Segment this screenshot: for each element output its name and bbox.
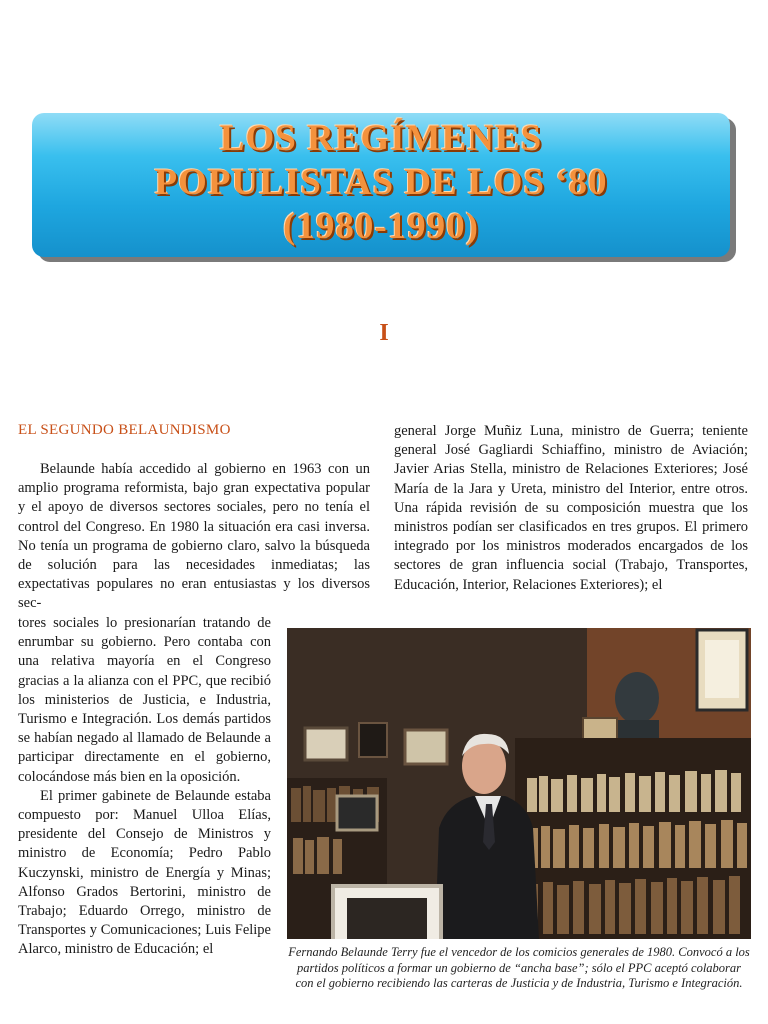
portrait-photo [287, 628, 751, 939]
photo-caption: Fernando Belaunde Terry fue el vencedor de los comicios generales de 1980. Convocó a los partidos políticos a formar un gobierno de “ancha base”; sólo el PPC aceptó colaborar con el gobierno recibiendo las carteras de Justicia y de Industria, Turismo e Integración. [288, 945, 750, 991]
library-scene-illustration [287, 628, 751, 939]
paragraph-3: general Jorge Muñiz Luna, ministro de Guerra; teniente general José Gagliardi Schiaffino, ministro de Aviación; Javier Arias Stella, ministro de Relaciones Exteriores; José María de la Jara y Ureta, ministro del Interior, entre otros. Una rápida revisión de su composición muestra que los ministros podían ser clasificados en tres grupos. El primero integrado por los ministros moderados encargados de los sectores de gran influencia social (Trabajo, Transportes, Educación, Interior, Relaciones Exteriores); el [394, 423, 748, 593]
paragraph-1-continued: tores sociales lo presionarían tratando de enrumbar su gobierno. Pero contaba con una relativa mayoría en el Congreso gracias a la alianza con el PPC, que recibió los ministerios de Justicia, e Industria, Turismo e Integración. Los demás partidos se habían negado al llamado de Belaunde a participar directamente en el gobierno, colocándose más bien en la oposición. [18, 615, 271, 785]
title-line-2: POPULISTAS DE LOS ‘80 [154, 162, 608, 203]
paragraph-2: El primer gabinete de Belaunde estaba compuesto por: Manuel Ulloa Elías, presidente del Consejo de Ministros y ministro de Economía; Pedro Pablo Kuczynski, ministro de Energía y Minas; Alfonso Grados Bertorini, ministro de Trabajo; Eduardo Orrego, ministro de Transportes y Comunicaciones; Luis Felipe Alarco, ministro de Educación; el [18, 787, 271, 958]
column-1-top [18, 460, 370, 614]
section-heading: EL SEGUNDO BELAUNDISMO [18, 422, 231, 438]
chapter-numeral: I [379, 320, 389, 346]
column-2 [394, 422, 748, 595]
title-banner [32, 113, 730, 257]
column-1-narrow [18, 614, 271, 960]
title-line-1: LOS REGÍMENES [219, 118, 543, 159]
title-line-3: (1980-1990) [283, 206, 479, 247]
paragraph-1-start: Belaunde había accedido al gobierno en 1963 con un amplio programa reformista, bajo gran expectativa popular y el apoyo de diversos sectores sociales, pero no tenía el control del Congreso. En 1980 la situación era casi inversa. No tenía un programa de gobierno claro, salvo la búsqueda de solución para las necesidades inmediatas; las expectativas populares no eran entusiastas y los diversos sec- [18, 461, 370, 612]
